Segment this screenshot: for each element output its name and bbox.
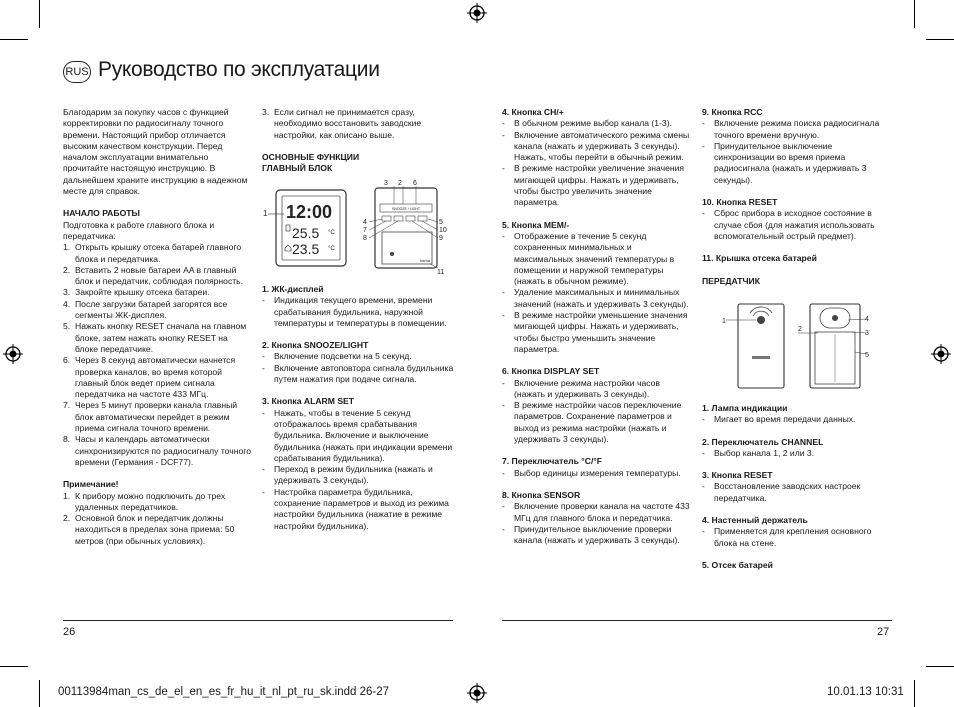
bullet-dash: -	[702, 208, 705, 219]
crop-mark	[0, 39, 28, 40]
list-item: 1. К прибору можно подключить до трех удаленных передатчиков.	[63, 490, 226, 512]
sender-callout-5: 5	[865, 352, 869, 359]
sender-callout-4: 4	[865, 316, 869, 323]
lcd-temp-outdoor: 25.5	[292, 225, 320, 241]
bullet-item: - Нажать, чтобы в течение 5 секунд отображалось время срабатывания будильника. Включение и выключение будильника (нажать при индикации времени срабатывания будильника).	[262, 407, 453, 463]
list-item: 4. После загрузки батарей загорятся все сегменты ЖК-дисплея.	[63, 298, 228, 321]
bullet-dash: -	[702, 447, 705, 458]
intro-paragraph: Благодарим за покупку часов с функцией корректировки по радиосигналу точного времени. Настоящий прибор отличается высоким качеством конструкции. Перед началом эксплуатации внимательно прочитайте настоящую инструкцию. В дальнейшем храните инструкцию в надежном месте для справок.	[63, 107, 248, 197]
section-heading: 1. Лампа индикации	[702, 403, 788, 413]
sender-sections	[702, 403, 892, 571]
bullet-item: - Выбор единицы измерения температуры.	[502, 467, 681, 478]
registration-mark-icon	[3, 344, 23, 364]
svg-text:°C: °C	[328, 246, 335, 252]
callout-6: 6	[413, 180, 417, 187]
section-heading: 9. Кнопка RCC	[702, 107, 763, 117]
callout-3: 3	[384, 180, 388, 187]
bullet-item: - Индикация текущего времени, времени срабатывания будильника, наружной температуры и температуры в помещении.	[262, 295, 447, 328]
list-item: 5. Нажать кнопку RESET сначала на главном блоке, затем нажать кнопку RESET на блоке передатчике.	[63, 321, 247, 354]
callout-11: 11	[437, 269, 445, 276]
section-heading: 8. Кнопка SENSOR	[502, 489, 581, 500]
bullet-item: - Принудительное выключение синхронизации во время приема радиосигнала (нажать и удерживать 3 секунды).	[702, 140, 867, 185]
functions-heading: ОСНОВНЫЕ ФУНКЦИИ	[262, 151, 360, 162]
sender-back	[798, 304, 869, 388]
indicator-lamp-icon	[757, 316, 765, 324]
registration-mark-icon	[931, 344, 951, 364]
section-heading: 4. Настенный держатель	[702, 515, 808, 526]
bullet-item: - Включение режима поиска радиосигнала точного времени вручную.	[702, 118, 880, 140]
lcd-time: 12:00	[286, 202, 333, 222]
bullet-dash: -	[502, 163, 505, 174]
language-badge: RUS	[63, 61, 91, 83]
section-heading: 4. Кнопка CH/+	[502, 107, 564, 117]
bullet-dash: -	[502, 523, 505, 534]
bullet-dash: -	[502, 310, 505, 321]
bullet-item: - В режиме настройки уменьшение значения мигающей цифры. Нажать и удерживать, чтобы быстро уменьшить значение параметра.	[502, 310, 688, 354]
bullet-item: - В обычном режиме выбор канала (1-3).	[502, 118, 672, 129]
main-unit-heading: ГЛАВНЫЙ БЛОК	[262, 163, 333, 174]
bullet-item: - Принудительное выключение проверки канала (нажать и удерживать 3 секунды).	[502, 523, 680, 546]
footer-filename: 00113984man_cs_de_el_en_es_fr_hu_it_nl_pt_ru_sk.indd 26-27	[58, 686, 389, 698]
column-1	[63, 107, 253, 547]
bullet-dash: -	[502, 118, 505, 129]
page-title: Руководство по эксплуатации	[98, 58, 380, 81]
svg-text:°C: °C	[328, 230, 335, 236]
bullet-dash: -	[262, 362, 265, 373]
crop-mark	[39, 680, 40, 707]
bullet-item: - Включение подсветки на 5 секунд.	[262, 351, 412, 362]
list-item: 3. Закройте крышку отсека батареи.	[63, 287, 210, 298]
main-unit-front	[263, 190, 346, 266]
sender-callout-1: 1	[722, 318, 726, 325]
bullet-item: - Сброс прибора в исходное состояние в случае сбоя (для нажатия использовать вспомогательный острый предмет).	[702, 208, 875, 241]
bullet-dash: -	[702, 414, 705, 425]
callout-8: 8	[363, 235, 367, 242]
crop-mark	[0, 666, 28, 667]
bullet-dash: -	[502, 400, 505, 411]
bullet-item: - Отображение в течение 5 секунд сохраненных минимальных и максимальных значений температуры в помещении и наружной температуры (нажать в обычном режиме).	[502, 230, 675, 287]
crop-mark	[914, 0, 915, 28]
bullet-dash: -	[262, 407, 265, 418]
section-heading: 2. Переключатель CHANNEL	[702, 436, 824, 447]
column-3	[502, 107, 692, 546]
section-heading: 3. Кнопка ALARM SET	[262, 396, 355, 407]
bullet-dash: -	[262, 351, 265, 362]
callout-2: 2	[398, 180, 402, 187]
bullet-dash: -	[502, 377, 505, 388]
bullet-item: - Включение автоматического режима смены канала (нажать и удерживать 3 секунды). Нажать, чтобы перейти в обычный режим.	[502, 129, 690, 163]
section-heading: 3. Кнопка RESET	[702, 470, 773, 481]
column-2-sections	[262, 284, 454, 532]
callout-5: 5	[439, 219, 443, 226]
sender-callout-3: 3	[865, 330, 869, 337]
list-item: 2. Вставить 2 новые батареи AA в главный блок и передатчик, соблюдая полярность.	[63, 264, 244, 287]
bullet-dash: -	[702, 526, 705, 537]
sender-illustration	[722, 302, 882, 392]
crop-mark	[914, 680, 915, 707]
bullet-dash: -	[262, 295, 265, 306]
crop-mark	[926, 39, 954, 40]
page-number-right: 27	[877, 626, 890, 638]
bullet-item: - Восстановление заводских настроек передатчика.	[702, 481, 861, 503]
list-item: 3. Если сигнал не принимается сразу, необходимо восстановить заводские настройки, как описано выше.	[262, 107, 422, 140]
battery-cover-heading: 11. Крышка отсека батарей	[702, 253, 817, 264]
bullet-dash: -	[702, 140, 705, 151]
registration-mark-icon	[467, 683, 487, 703]
section-heading: 5. Кнопка MEM/-	[502, 219, 570, 230]
bullet-item: - В режиме настройки увеличение значения мигающей цифры. Нажать и удерживать, чтобы быстро увеличить значение параметра.	[502, 163, 685, 208]
start-heading: НАЧАЛО РАБОТЫ	[63, 208, 140, 219]
notes-list	[63, 491, 253, 547]
bullet-dash: -	[502, 467, 505, 478]
sender-front	[722, 304, 784, 388]
page-number-left: 26	[63, 626, 76, 638]
footer-date: 10.01.13 10:31	[827, 686, 904, 698]
crop-mark	[926, 666, 954, 667]
bullet-item: - Включение проверки канала на частоте 433 МГц для главного блока и передатчика.	[502, 501, 690, 523]
bullet-item: - Выбор канала 1, 2 или 3.	[702, 447, 815, 458]
list-item: 7. Через 5 минут проверки канала главный блок автоматически перейдет в режим приема сигнала точного времени.	[63, 400, 238, 434]
callout-10: 10	[439, 227, 447, 234]
registration-mark-icon	[467, 3, 487, 23]
bullet-dash: -	[702, 481, 705, 492]
sender-heading: ПЕРЕДАТЧИК	[702, 275, 760, 286]
list-item: 8. Часы и календарь автоматически синхронизируются по радиосигналу точного времени (Германия - DCF77).	[63, 434, 251, 467]
bullet-item: - В режиме настройки часов переключение параметров. Сохранение параметров и выход из режима настройки (нажать и удерживать 3 секунды).	[502, 400, 682, 445]
rule-left	[63, 620, 453, 621]
bullet-item: - Мигает во время передачи данных.	[702, 414, 856, 425]
steps-list	[63, 242, 253, 468]
main-unit-illustration	[262, 178, 458, 278]
section-heading: 10. Кнопка RESET	[702, 197, 778, 208]
section-heading: 7. Переключатель °C/°F	[502, 456, 603, 467]
list-item: 2. Основной блок и передатчик должны находиться в пределах зона приема: 50 метров (при обычных условиях).	[63, 513, 235, 546]
callout-1: 1	[263, 209, 268, 218]
bullet-item: - Применяется для крепления основного блока на стене.	[702, 526, 872, 548]
rule-right	[502, 620, 892, 621]
bullet-item: - Переход в режим будильника (нажать и удерживать 3 секунды).	[262, 464, 433, 486]
bullet-dash: -	[502, 287, 505, 298]
callout-4: 4	[363, 219, 367, 226]
bullet-item: - Включение режима настройки часов (нажать и удерживать 3 секунды).	[502, 377, 660, 399]
list-item: 1. Открыть крышку отсека батарей главного блока и передатчика.	[63, 242, 242, 264]
callout-9: 9	[439, 235, 443, 242]
crop-mark	[39, 0, 40, 28]
bullet-item: - Настройка параметра будильника, сохранение параметров и выход из режима настройки будильника (нажатие в режиме настройки будильника).	[262, 486, 449, 531]
note-heading: Примечание!	[63, 479, 119, 490]
main-unit-back	[363, 180, 447, 276]
column-4	[702, 107, 892, 287]
bullet-dash: -	[502, 501, 505, 512]
bullet-dash: -	[262, 464, 265, 475]
bullet-item: - Удаление максимальных и минимальных значений (нажать и удерживать 3 секунды).	[502, 287, 689, 309]
lcd-temp-indoor: 23.5	[292, 241, 320, 257]
bullet-dash: -	[502, 230, 505, 241]
sender-callout-2: 2	[798, 326, 802, 333]
bullet-dash: -	[502, 129, 505, 140]
section-heading: 1. ЖК-дисплей	[262, 284, 324, 294]
section-heading: 2. Кнопка SNOOZE/LIGHT	[262, 340, 369, 351]
brand-label: hama	[420, 258, 431, 263]
column-2	[262, 107, 454, 174]
list-item: 6. Через 8 секунд автоматически начнется проверка каналов, во время которой главный блок ведет прием сигнала передатчика на частоте 433 МГц.	[63, 355, 236, 400]
section-heading: 6. Кнопка DISPLAY SET	[502, 366, 600, 377]
bullet-item: - Включение автоповтора сигнала будильника путем нажатия при подаче сигнала.	[262, 362, 454, 385]
bullet-dash: -	[702, 118, 705, 129]
battery-compartment-heading: 5. Отсек батарей	[702, 559, 773, 570]
start-intro: Подготовка к работе главного блока и передатчика:	[63, 219, 215, 241]
bullet-dash: -	[262, 486, 265, 497]
snooze-label: SNOOZE / LIGHT	[392, 207, 421, 211]
callout-7: 7	[363, 227, 367, 234]
